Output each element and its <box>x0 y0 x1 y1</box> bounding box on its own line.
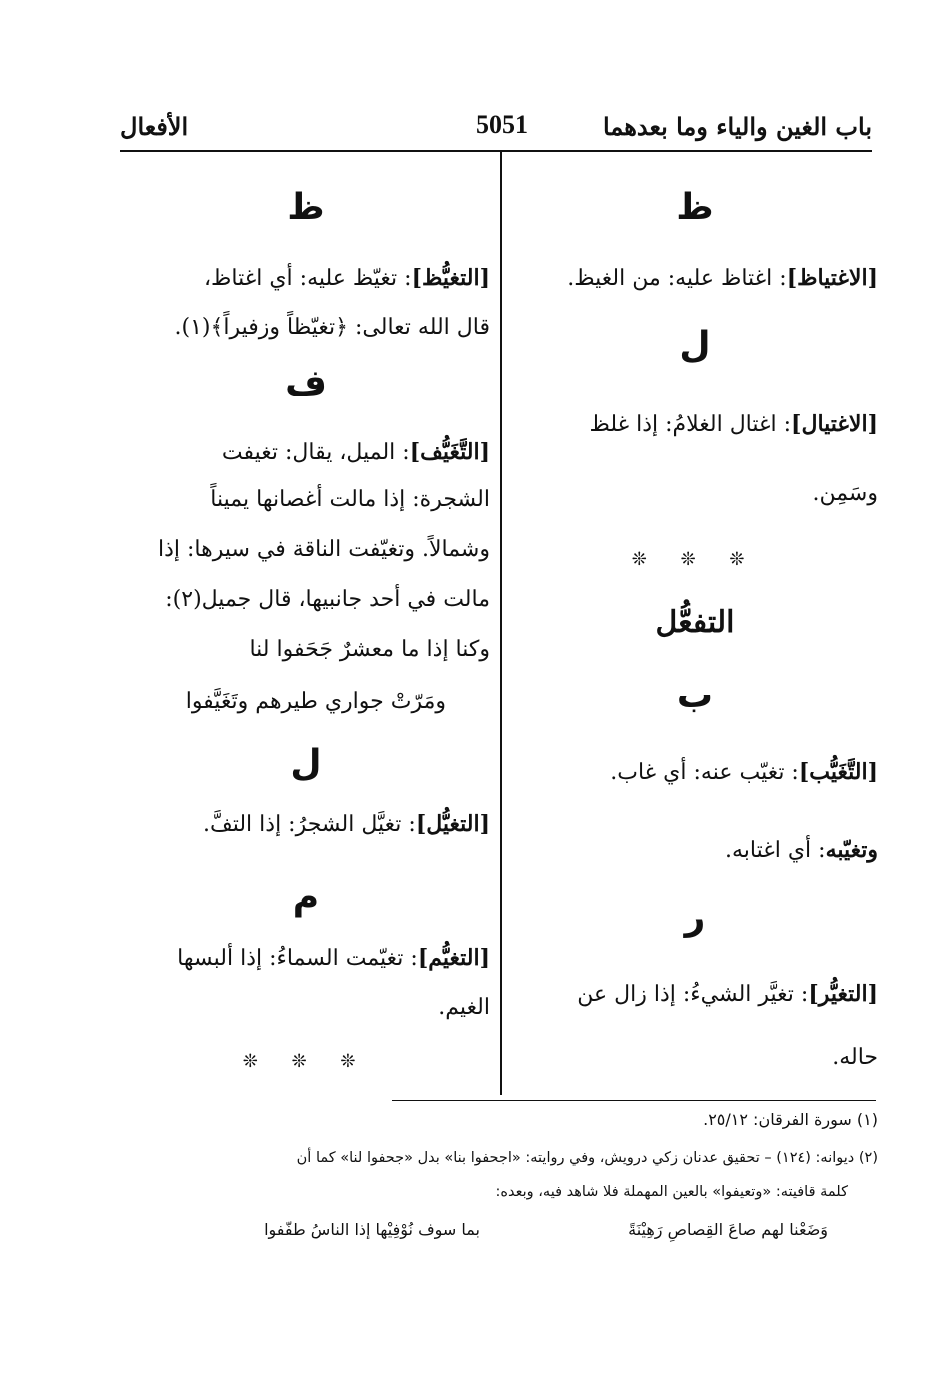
entry-line: مالت في أحد جانبيها، قال جميل(٢): <box>165 587 490 612</box>
entry-term: [التغيُّظ] <box>411 265 490 291</box>
letter-heading: ل <box>290 743 322 784</box>
entry-line <box>512 979 878 1010</box>
entry-term: [التَّغَيُّف] <box>409 439 490 465</box>
verse-line: وكنا إذا ما معشرٌ جَحَفوا لنا <box>249 637 490 662</box>
column-divider <box>500 152 502 1095</box>
entry-line <box>512 757 878 788</box>
entry-text: : تغيَّر الشيءُ: إذا زال عن <box>577 982 809 1007</box>
letter-heading: ظ <box>287 187 325 228</box>
entry-text: : أي اغتابه. <box>724 838 826 863</box>
entry-line: الشجرة: إذا مالت أغصانها يميناً <box>210 487 490 512</box>
entry-term: [التغيُّر] <box>808 981 878 1007</box>
entry-line <box>122 943 490 974</box>
entry-text: : تغيّب عنه: أي غاب. <box>610 760 799 785</box>
entry-line: حاله. <box>832 1045 878 1070</box>
letter-heading: ل <box>679 325 711 366</box>
entry-term: [الاغتيال] <box>791 411 878 437</box>
entry-line <box>122 263 490 294</box>
letter-heading: ظ <box>676 187 714 228</box>
entry-term: [التَّغَيُّب] <box>798 759 878 785</box>
entry-line: وسَمِن. <box>812 481 878 506</box>
letter-heading: ب <box>676 675 714 716</box>
entry-text: : اغتال الغلامُ: إذا غلظ <box>589 412 792 437</box>
entry-line: الغيم. <box>438 995 490 1020</box>
entry-line <box>122 437 490 468</box>
entry-line <box>122 809 490 840</box>
entry-line: قال الله تعالى: ﴿تغيّظاً وزفيراً﴾(١). <box>174 315 490 340</box>
entry-line: وشمالاً. وتغيّفت الناقة في سيرها: إذا <box>158 537 490 562</box>
entry-line <box>512 263 878 294</box>
section-separator: ❊ ❊ ❊ <box>631 549 759 570</box>
entry-line <box>512 835 878 866</box>
footnote-verse-first-hemistich: وَضَعْنا لهم صاعَ القِصاصِ رَهِيْنَةً <box>628 1220 828 1239</box>
page-header <box>120 112 872 152</box>
entry-text: : تغيّظ عليه: أي اغتاظ، <box>203 266 412 291</box>
entry-line <box>512 409 878 440</box>
entry-term: [التغيُّل] <box>415 811 490 837</box>
entry-term: [التغيُّم] <box>417 945 490 971</box>
section-separator: ❊ ❊ ❊ <box>242 1051 370 1072</box>
page-number: 5051 <box>476 110 528 139</box>
letter-heading: ر <box>684 897 706 938</box>
entry-term: [الاغتياظ] <box>786 265 878 291</box>
footnote-2: (٢) ديوانه: (١٢٤) – تحقيق عدنان زكي درويش، وفي روايته: «اجحفوا بنا» بدل «جحفوا لنا» كما أن <box>296 1150 878 1166</box>
entry-text: : تغيَّل الشجرُ: إذا التفَّ. <box>202 812 416 837</box>
entry-text: : اغتاظ عليه: من الغيظ. <box>567 266 787 291</box>
letter-heading: م <box>292 877 320 918</box>
verse-line: ومَرّتْ جواري طيرهم وتَغَيَّفوا <box>185 689 446 714</box>
footnote-2-continued: كلمة قافيته: «وتعيفوا» بالعين المهملة فلا شاهد فيه، وبعده: <box>495 1184 848 1200</box>
footnote-1: (١) سورة الفرقان: ٢٥/١٢. <box>703 1110 878 1129</box>
entry-text: : تغيّمت السماءُ: إذا ألبسها <box>177 946 418 971</box>
section-title: التفعُّل <box>655 605 735 640</box>
footnote-rule <box>392 1100 876 1101</box>
entry-term: وتغيّبه <box>825 837 878 863</box>
header-rule <box>120 150 872 152</box>
letter-heading: ف <box>285 363 327 404</box>
chapter-title: باب الغين والياء وما بعدهما <box>603 112 872 141</box>
entry-text: : الميل، يقال: تغيفت <box>221 440 410 465</box>
section-label: الأفعال <box>120 112 189 141</box>
footnote-verse-second-hemistich: بما سوف نُوْفِيْها إذا الناسُ طفّفوا <box>264 1220 480 1239</box>
